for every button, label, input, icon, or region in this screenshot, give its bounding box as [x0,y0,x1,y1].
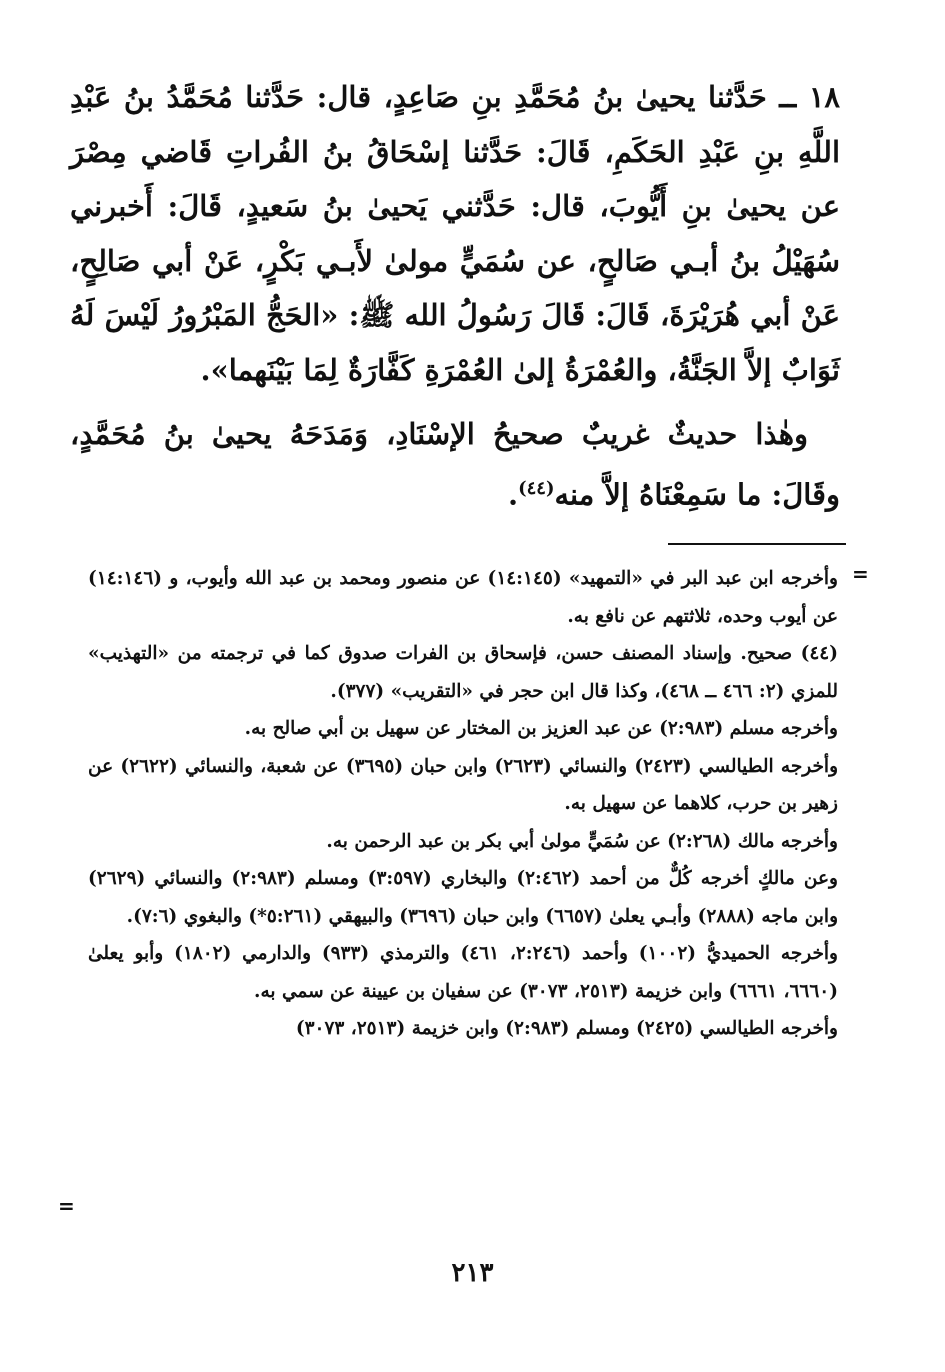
footnote-line: وعن مالكٍ أخرجه كُلٌّ من أحمد (٢:٤٦٢) والبخاري (٣:٥٩٧) ومسلم (٢:٩٨٣) والنسائي (٢٦٢٩) وابن ماجه (٢٨٨٨) وأبـي يعلىٰ (٦٦٥٧) وابن حبان (٣٦٩٦) والبيهقي (٥:٢٦١*) والبغوي (٧:٦). [88,868,838,927]
commentary-text: وهٰذا حديثٌ غريبٌ صحيحُ الإسْنَادِ، وَمَدَحَهُ يحيىٰ بنُ مُحَمَّدٍ، وقَالَ: ما سَمِعْنَاهُ إلاَّ منه [70,417,840,512]
continued-from-previous-mark: = [852,562,869,586]
hadith-paragraph: ١٨ ــ حَدَّثنا يحيىٰ بنُ مُحَمَّدِ بنِ صَاعِدٍ، قال: حَدَّثنا مُحَمَّدُ بنُ عَبْدِ اللَّهِ بنِ عَبْدِ الحَكَمِ، قَالَ: حَدَّثنا إسْحَاقُ بنُ الفُراتِ قَاضي مِصْرَ عن يحيىٰ بنِ أَيُّوبَ، قال: حَدَّثني يَحيىٰ بنُ سَعيدٍ، قَالَ: أَخبرني سُهَيْلُ بنُ أبـي صَالحٍ، عن سُمَيٍّ مولىٰ لأَبـي بَكْرٍ، عَنْ أبي صَالِحٍ، عَنْ أبي هُرَيْرَةَ، قَالَ: قَالَ رَسُولُ الله ﷺ: «الحَجُّ المَبْرُورُ لَيْسَ لَهُ ثَوَابٌ إلاَّ الجَنَّةُ، والعُمْرَةُ إلىٰ العُمْرَةِ كَفَّارَةٌ لِمَا بَيْنَهما». [70,80,840,387]
footnote-line: وأخرجه ابن عبد البر في «التمهيد» (١٤:١٤٥) عن منصور ومحمد بن عبد الله وأيوب، و (١٤:١٤٦) عن أيوب وحده، ثلاثتهم عن نافع به. [88,568,838,627]
footnote-reference: (٤٤) [518,477,555,499]
footnote-line: وأخرجه الطيالسي (٢٤٢٣) والنسائي (٢٦٢٣) وابن حبان (٣٦٩٥) عن شعبة، والنسائي (٢٦٢٢) عن زهير بن حرب، كلاهما عن سهيل به. [88,755,839,814]
hadith-commentary-paragraph [70,407,840,522]
footnotes [88,560,838,1048]
continues-next-page-mark: = [58,1194,75,1218]
footnote-line: وأخرجه مالك (٢:٢٦٨) عن سُمَيٍّ مولىٰ أبي بكر بن عبد الرحمن به. [326,830,838,852]
hadith-main-text [70,70,840,522]
final-period: . [507,477,519,512]
footnote-line: وأخرجه مسلم (٢:٩٨٣) عن عبد العزيز بن المختار عن سهيل بن أبي صالح به. [244,718,838,739]
footnote-line: وأخرجه الطيالسي (٢٤٢٥) ومسلم (٢:٩٨٣) وابن خزيمة (٢٥١٣، ٣٠٧٣) [295,1018,838,1039]
page-number: ٢١٣ [451,1258,494,1288]
footnote-44: (٤٤) صحيح. وإسناد المصنف حسن، فإسحاق بن الفرات صدوق كما في ترجمته من «التهذيب» للمزي (٢: ٤٦٦ ــ ٤٦٨)، وكذا قال ابن حجر في «التقريب» (٣٧٧). [88,643,838,702]
footnote-line: وأخرجه الحميديُّ (١٠٠٢) وأحمد (٢:٢٤٦، ٤٦١) والترمذي (٩٣٣) والدارمي (١٨٠٢) وأبو يعلىٰ (٦٦٦٠، ٦٦٦١) وابن خزيمة (٢٥١٣، ٣٠٧٣) عن سفيان بن عيينة عن سمي به. [88,943,838,1002]
footnote-separator [668,543,846,545]
